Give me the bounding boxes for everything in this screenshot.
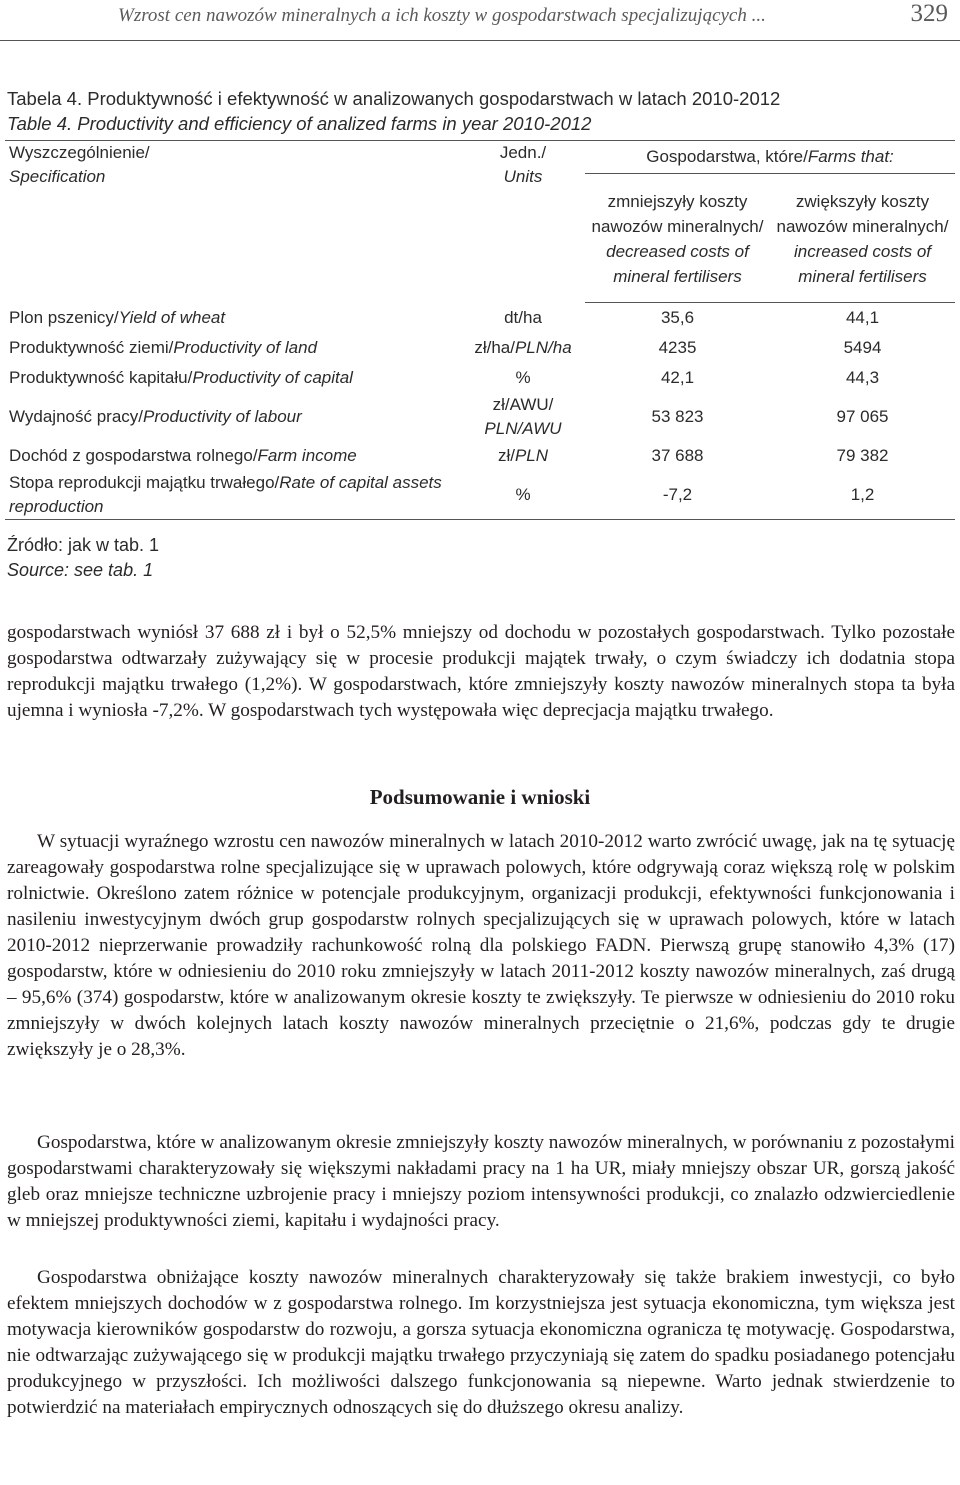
row-value-increased: 1,2	[770, 471, 955, 520]
body-paragraph-1: gospodarstwach wyniósł 37 688 zł i był o 52,5% mniejszy od dochodu w pozostałych gospodarstwach. Tylko pozostałe gospodarstwa odtwarzały zużywający się w procesie produkcji majątek trwały, o czym świadczy ich dodatnia stopa reprodukcji majątku trwałego (1,2%). W gospodarstwach, które zmniejszyły koszty nawozów mineralnych stopa ta była ujemna i wyniosła -7,2%. W gospodarstwach tych występowała więc deprecjacja majątku trwałego.	[7, 622, 955, 721]
header-group-en: Farms that:	[807, 147, 894, 166]
header-col-increased	[770, 174, 955, 303]
header-col2-en: increased costs of mineral fertilisers	[794, 242, 932, 286]
row-value-increased: 97 065	[836, 407, 889, 426]
row-unit-en: PLN/ha	[514, 338, 572, 357]
running-header	[0, 0, 960, 40]
table-source-pl: Źródło: jak w tab. 1	[7, 535, 160, 555]
header-col2-pl: zwiększyły koszty nawozów mineralnych/	[776, 192, 949, 236]
row-unit-en: PLN	[514, 446, 549, 465]
row-unit-pl: zł/AWU/	[492, 395, 554, 414]
row-value-increased: 5494	[843, 338, 882, 357]
header-spec-pl: Wyszczególnienie/	[9, 143, 150, 162]
row-unit-pl: %	[515, 368, 531, 387]
row-value-increased: 79 382	[836, 446, 889, 465]
productivity-table	[5, 140, 955, 520]
row-unit-pl: zł/ha/	[474, 338, 515, 357]
table-row	[5, 471, 955, 520]
header-units-pl: Jedn./	[499, 143, 547, 162]
row-unit	[461, 333, 585, 363]
running-title: Wzrost cen nawozów mineralnych a ich koszty w gospodarstwach specjalizujących ...	[118, 5, 766, 26]
body-paragraph-2: W sytuacji wyraźnego wzrostu cen nawozów mineralnych w latach 2010-2012 warto zwrócić uwagę, jak na tę sytuację zareagowały gospodarstwa rolne specjalizujące się w uprawach polowych, które odgrywają coraz większą rolę w polskim rolnictwie. Określono zatem różnice w potencjale produkcyjnym, organizacji produkcji, efektywności funkcjonowania i nasileniu inwestycyjnym dwóch grup gospodarstw rolnych specjalizujących się w uprawach polowych, które w latach 2010-2012 nieprzerwanie prowadziły rachunkowość rolną dla polskiego FADN. Pierwszą grupę stanowiło 4,3% (17) gospodarstw, które w odniesieniu do 2010 roku zmniejszyły w latach 2011-2012 koszty nawozów mineralnych, zaś drugą – 95,6% (374) gospodarstw, które w analizowanym okresie koszty te zwiększyły. Te pierwsze w odniesieniu do 2010 roku zmniejszyły w dwóch kolejnych latach koszty nawozów mineralnych przeciętnie o 21,6%, podczas gdy te drugie zwiększyły je o 28,3%.	[7, 831, 955, 1060]
page-number: 329	[910, 0, 948, 27]
row-label-en: Yield of wheat	[118, 307, 226, 327]
header-group	[585, 141, 955, 174]
row-label-en: Rate of capital assets reproduction	[9, 473, 442, 516]
row-label-pl: Produktywność ziemi/	[9, 338, 174, 357]
row-unit-en: PLN/AWU	[484, 419, 562, 438]
header-col1-en: decreased costs of mineral fertilisers	[606, 242, 749, 286]
row-value-increased: 44,1	[845, 308, 880, 327]
row-label	[5, 441, 461, 471]
row-label	[5, 393, 461, 441]
row-label-pl: Dochód z gospodarstwa rolnego/	[9, 446, 258, 465]
header-units	[461, 141, 585, 303]
row-unit-pl: dt/ha	[504, 307, 542, 327]
header-units-en: Units	[503, 167, 543, 186]
row-label-en: Productivity of labour	[143, 407, 302, 426]
row-value-decreased: 4235	[658, 338, 697, 357]
table-caption-pl: Tabela 4. Produktywność i efektywność w analizowanych gospodarstwach w latach 2010-2012	[7, 88, 781, 109]
body-paragraph-4: Gospodarstwa obniżające koszty nawozów mineralnych charakteryzowały się także brakiem inwestycji, co było efektem mniejszych dochodów w z gospodarstwa rolnego. Im korzystniejsza jest sytuacja ekonomiczna, tym większa jest motywacja kierowników gospodarstw do rozwoju, a gorsza sytuacja ekonomiczna ogranicza tę motywację. Gospodarstwa, nie odtwarzając zużywającego się w produkcji majątku trwałego przyczyniają się zatem do spadku posiadanego potencjału produkcyjnego w przyszłości. Ich możliwości dalszego funkcjonowania są niepewne. Warto jednak stwierdzenie to potwierdzić na materiałach empirycznych odnoszących się do dłuższego okresu analizy.	[7, 1267, 955, 1418]
table-row	[5, 363, 955, 393]
row-unit-pl: %	[515, 485, 531, 504]
row-value-decreased: 42,1	[660, 368, 695, 387]
data-table	[5, 140, 955, 520]
row-label	[5, 363, 461, 393]
row-unit	[461, 471, 585, 520]
row-unit	[461, 441, 585, 471]
row-label	[5, 303, 461, 334]
row-label-pl: Stopa reprodukcji majątku trwałego/	[9, 473, 280, 492]
row-label	[5, 333, 461, 363]
row-value-decreased: 37 688	[651, 446, 704, 465]
row-unit-pl: zł/	[497, 446, 515, 465]
table-header-row-1	[5, 141, 955, 174]
table-row	[5, 303, 955, 334]
row-label-pl: Plon pszenicy/	[9, 307, 119, 327]
body-paragraph-3: Gospodarstwa, które w analizowanym okresie zmniejszyły koszty nawozów mineralnych, w porównaniu z pozostałymi gospodarstwami charakteryzowały się większymi nakładami pracy na 1 ha UR, miały mniejszy obszar UR, gorszą jakość gleb oraz mniejsze techniczne uzbrojenie pracy i mniejszy poziom intensywności produkcji, co znalazło odzwierciedlenie w mniejszej produktywności ziemi, kapitału i wydajności pracy.	[7, 1132, 955, 1231]
row-label-en: Farm income	[257, 446, 357, 465]
header-col-decreased	[585, 174, 770, 303]
row-value-decreased: 53 823	[651, 407, 704, 426]
row-value-increased: 44,3	[845, 368, 880, 387]
table-row	[5, 393, 955, 441]
table-caption-en: Table 4. Productivity and efficiency of analized farms in year 2010-2012	[7, 113, 592, 134]
table-row	[5, 441, 955, 471]
header-col1-pl: zmniejszyły koszty nawozów mineralnych/	[591, 192, 764, 236]
header-spec-en: Specification	[9, 167, 106, 186]
header-specification	[5, 141, 461, 303]
table-source-en: Source: see tab. 1	[7, 560, 154, 580]
row-unit	[461, 393, 585, 441]
row-label-en: Productivity of land	[173, 338, 318, 357]
row-unit	[461, 363, 585, 393]
row-label	[5, 471, 461, 520]
row-label-pl: Produktywność kapitału/	[9, 368, 193, 387]
row-value-decreased: 35,6	[660, 308, 695, 327]
row-label-pl: Wydajność pracy/	[9, 407, 144, 426]
row-unit	[461, 303, 585, 334]
table-row	[5, 333, 955, 363]
row-label-en: Productivity of capital	[192, 368, 353, 387]
header-group-pl: Gospodarstwa, które/	[646, 147, 808, 166]
row-value-decreased: -7,2	[585, 471, 770, 520]
header-rule	[0, 40, 960, 41]
section-heading: Podsumowanie i wnioski	[369, 785, 591, 809]
